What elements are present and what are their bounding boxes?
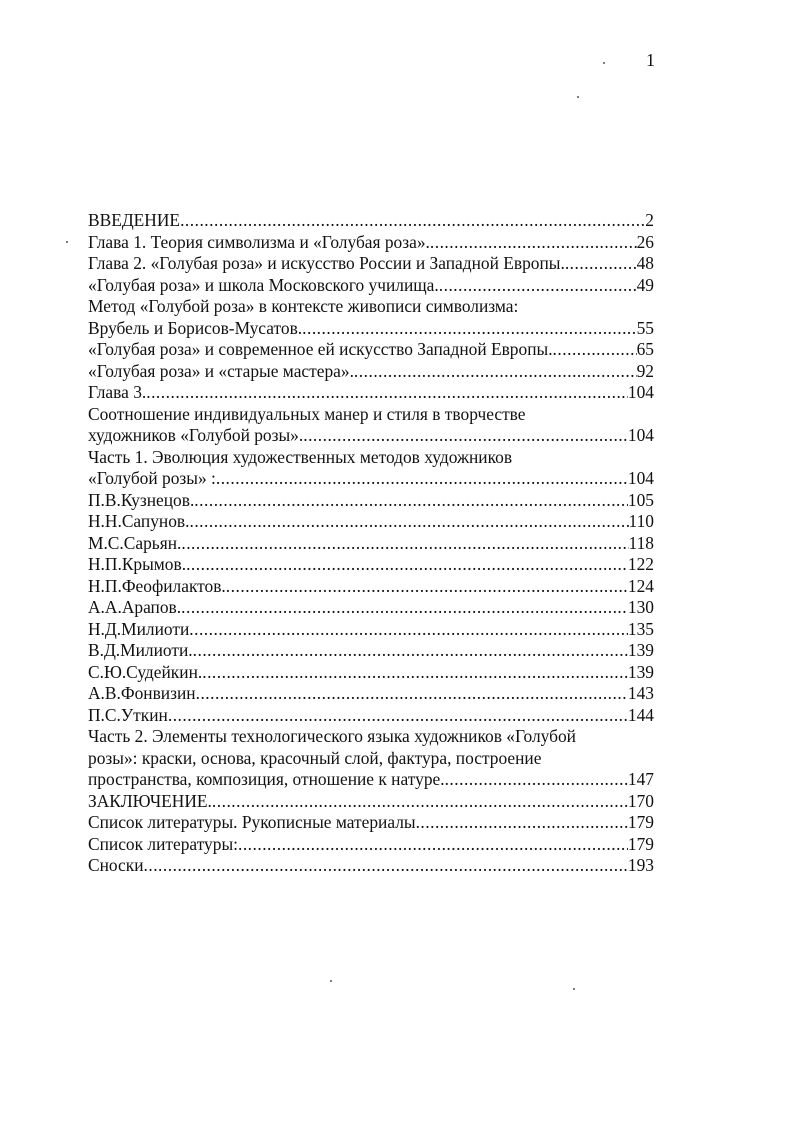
toc-entry-continued	[88, 726, 654, 748]
toc-entry-page: 49	[636, 274, 654, 295]
scan-speck	[577, 96, 579, 98]
toc-entry-page: 193	[627, 855, 654, 875]
toc-entry	[88, 812, 654, 834]
toc-entry-page: 55	[636, 317, 654, 338]
toc-entry	[88, 769, 654, 791]
page-number: 1	[646, 50, 655, 70]
toc-entry	[88, 425, 654, 447]
toc-entry	[88, 640, 654, 662]
toc-entry-title: Часть 2. Элементы технологического языка художников «Голубой	[88, 726, 576, 746]
toc-entry-page: 144	[627, 704, 654, 725]
toc-entry-title: М.С.Сарьян.	[88, 532, 182, 553]
dot-leader	[212, 791, 628, 813]
toc-entry-page: 48	[636, 253, 654, 273]
toc-entry	[88, 705, 654, 727]
toc-entry-title: Н.Д.Милиоти	[88, 618, 190, 639]
toc-entry	[88, 339, 654, 361]
toc-entry-page: 179	[627, 812, 654, 832]
toc-entry-title: Н.П.Феофилактов.	[88, 575, 226, 596]
toc-entry-title: П.В.Кузнецов.	[88, 489, 195, 510]
toc-entry-title: А.А.Арапов.	[88, 597, 182, 617]
dot-leader	[553, 339, 637, 361]
toc-entry-page: 124	[627, 575, 654, 596]
dot-leader	[180, 210, 645, 232]
toc-entry-title: «Голубой розы» :	[88, 468, 216, 488]
toc-entry-page: 179	[627, 833, 654, 854]
toc-entry-page: 130	[627, 597, 654, 617]
toc-entry-page: 139	[627, 640, 654, 660]
scan-speck	[66, 241, 68, 243]
toc-entry	[88, 210, 654, 232]
toc-entry-page: 122	[627, 554, 654, 574]
toc-entry-title: художников «Голубой розы».	[88, 425, 304, 445]
toc-entry-title: Н.П.Крымов.	[88, 554, 187, 574]
toc-entry	[88, 576, 654, 598]
dot-leader	[354, 361, 637, 383]
dot-leader	[445, 769, 628, 791]
toc-entry	[88, 683, 654, 705]
toc-entry-page: 92	[636, 360, 654, 381]
toc-entry-title: Глава 3.	[88, 382, 147, 402]
toc-entry	[88, 253, 654, 275]
toc-entry-title: Врубель и Борисов-Мусатов.	[88, 317, 303, 338]
toc-entry	[88, 318, 654, 340]
toc-entry-page: 26	[636, 231, 654, 252]
toc-entry	[88, 597, 654, 619]
toc-entry-page: 147	[627, 769, 654, 789]
toc-entry-title: С.Ю.Судейкин.	[88, 661, 203, 682]
scan-speck	[573, 988, 575, 990]
toc-entry-title: Часть 1. Эволюция художественных методов художников	[88, 446, 513, 467]
toc-entry	[88, 554, 654, 576]
toc-entry-page: 110	[628, 511, 654, 531]
toc-entry-title: Список литературы. Рукописные материалы	[88, 812, 416, 832]
toc-entry-page: 104	[627, 425, 654, 445]
toc-entry	[88, 533, 654, 555]
toc-entry-title: ВВЕДЕНИЕ	[88, 210, 181, 230]
dot-leader	[181, 597, 628, 619]
dot-leader	[430, 232, 637, 254]
toc-entry-page: 170	[627, 790, 654, 811]
toc-entry-title: Список литературы:	[88, 833, 238, 854]
dot-leader	[168, 705, 628, 727]
toc-entry-title: «Голубая роза» и «старые мастера».	[88, 360, 354, 381]
toc-entry	[88, 511, 654, 533]
toc-entry-title: В.Д.Милиоти.	[88, 640, 193, 660]
toc-entry-title: ЗАКЛЮЧЕНИЕ.	[88, 790, 212, 811]
toc-entry	[88, 662, 654, 684]
dot-leader	[181, 533, 628, 555]
toc-entry	[88, 834, 654, 856]
dot-leader	[189, 511, 628, 533]
dot-leader	[189, 619, 628, 641]
toc-entry	[88, 361, 654, 383]
dot-leader	[186, 554, 628, 576]
toc-entry	[88, 855, 654, 877]
toc-entry-continued	[88, 748, 654, 770]
toc-entry	[88, 490, 654, 512]
dot-leader	[202, 662, 628, 684]
toc-entry-title: А.В.Фонвизин	[88, 683, 196, 703]
toc-entry	[88, 275, 654, 297]
toc-entry-title: розы»: краски, основа, красочный слой, фактура, построение	[88, 747, 542, 768]
toc-entry-page: 118	[628, 532, 654, 553]
toc-entry	[88, 791, 654, 813]
toc-entry-title: Н.Н.Сапунов.	[88, 511, 190, 531]
toc-entry-page: 143	[627, 683, 654, 703]
toc-entry-continued	[88, 404, 654, 426]
dot-leader	[216, 468, 628, 490]
dot-leader	[196, 683, 628, 705]
dot-leader	[439, 275, 637, 297]
table-of-contents	[88, 210, 654, 877]
scan-speck	[603, 62, 605, 64]
toc-entry-continued	[88, 296, 654, 318]
toc-entry-title: Метод «Голубой роза» в контексте живописи символизма:	[88, 296, 519, 316]
toc-entry	[88, 382, 654, 404]
toc-entry-page: 135	[627, 618, 654, 639]
toc-entry	[88, 232, 654, 254]
dot-leader	[238, 834, 628, 856]
toc-entry-title: «Голубая роза» и современное ей искусство Западной Европы.	[88, 339, 553, 359]
dot-leader	[565, 253, 637, 275]
toc-entry	[88, 468, 654, 490]
dot-leader	[146, 382, 628, 404]
toc-entry-page: 65	[636, 339, 654, 359]
dot-leader	[302, 318, 636, 340]
toc-entry-title: П.С.Уткин	[88, 704, 168, 725]
toc-entry	[88, 619, 654, 641]
toc-entry-page: 139	[627, 661, 654, 682]
toc-entry-title: пространства, композиция, отношение к натуре.	[88, 769, 445, 789]
toc-entry-title: Глава 1. Теория символизма и «Голубая роза».	[88, 231, 430, 252]
dot-leader	[144, 855, 628, 877]
dot-leader	[194, 490, 628, 512]
dot-leader	[303, 425, 628, 447]
toc-entry-continued	[88, 447, 654, 469]
toc-entry-title: Соотношение индивидуальных манер и стиля в творчестве	[88, 403, 526, 424]
toc-entry-title: Сноски	[88, 855, 144, 875]
dot-leader	[193, 640, 628, 662]
toc-entry-title: «Голубая роза» и школа Московского училища.	[88, 274, 439, 295]
scan-speck	[330, 980, 332, 982]
toc-entry-page: 104	[627, 382, 654, 402]
toc-entry-page: 105	[627, 489, 654, 510]
dot-leader	[416, 812, 628, 834]
dot-leader	[226, 576, 628, 598]
toc-entry-page: 104	[627, 468, 654, 488]
toc-entry-title: Глава 2. «Голубая роза» и искусство России и Западной Европы.	[88, 253, 565, 273]
toc-entry-page: 2	[645, 210, 654, 230]
